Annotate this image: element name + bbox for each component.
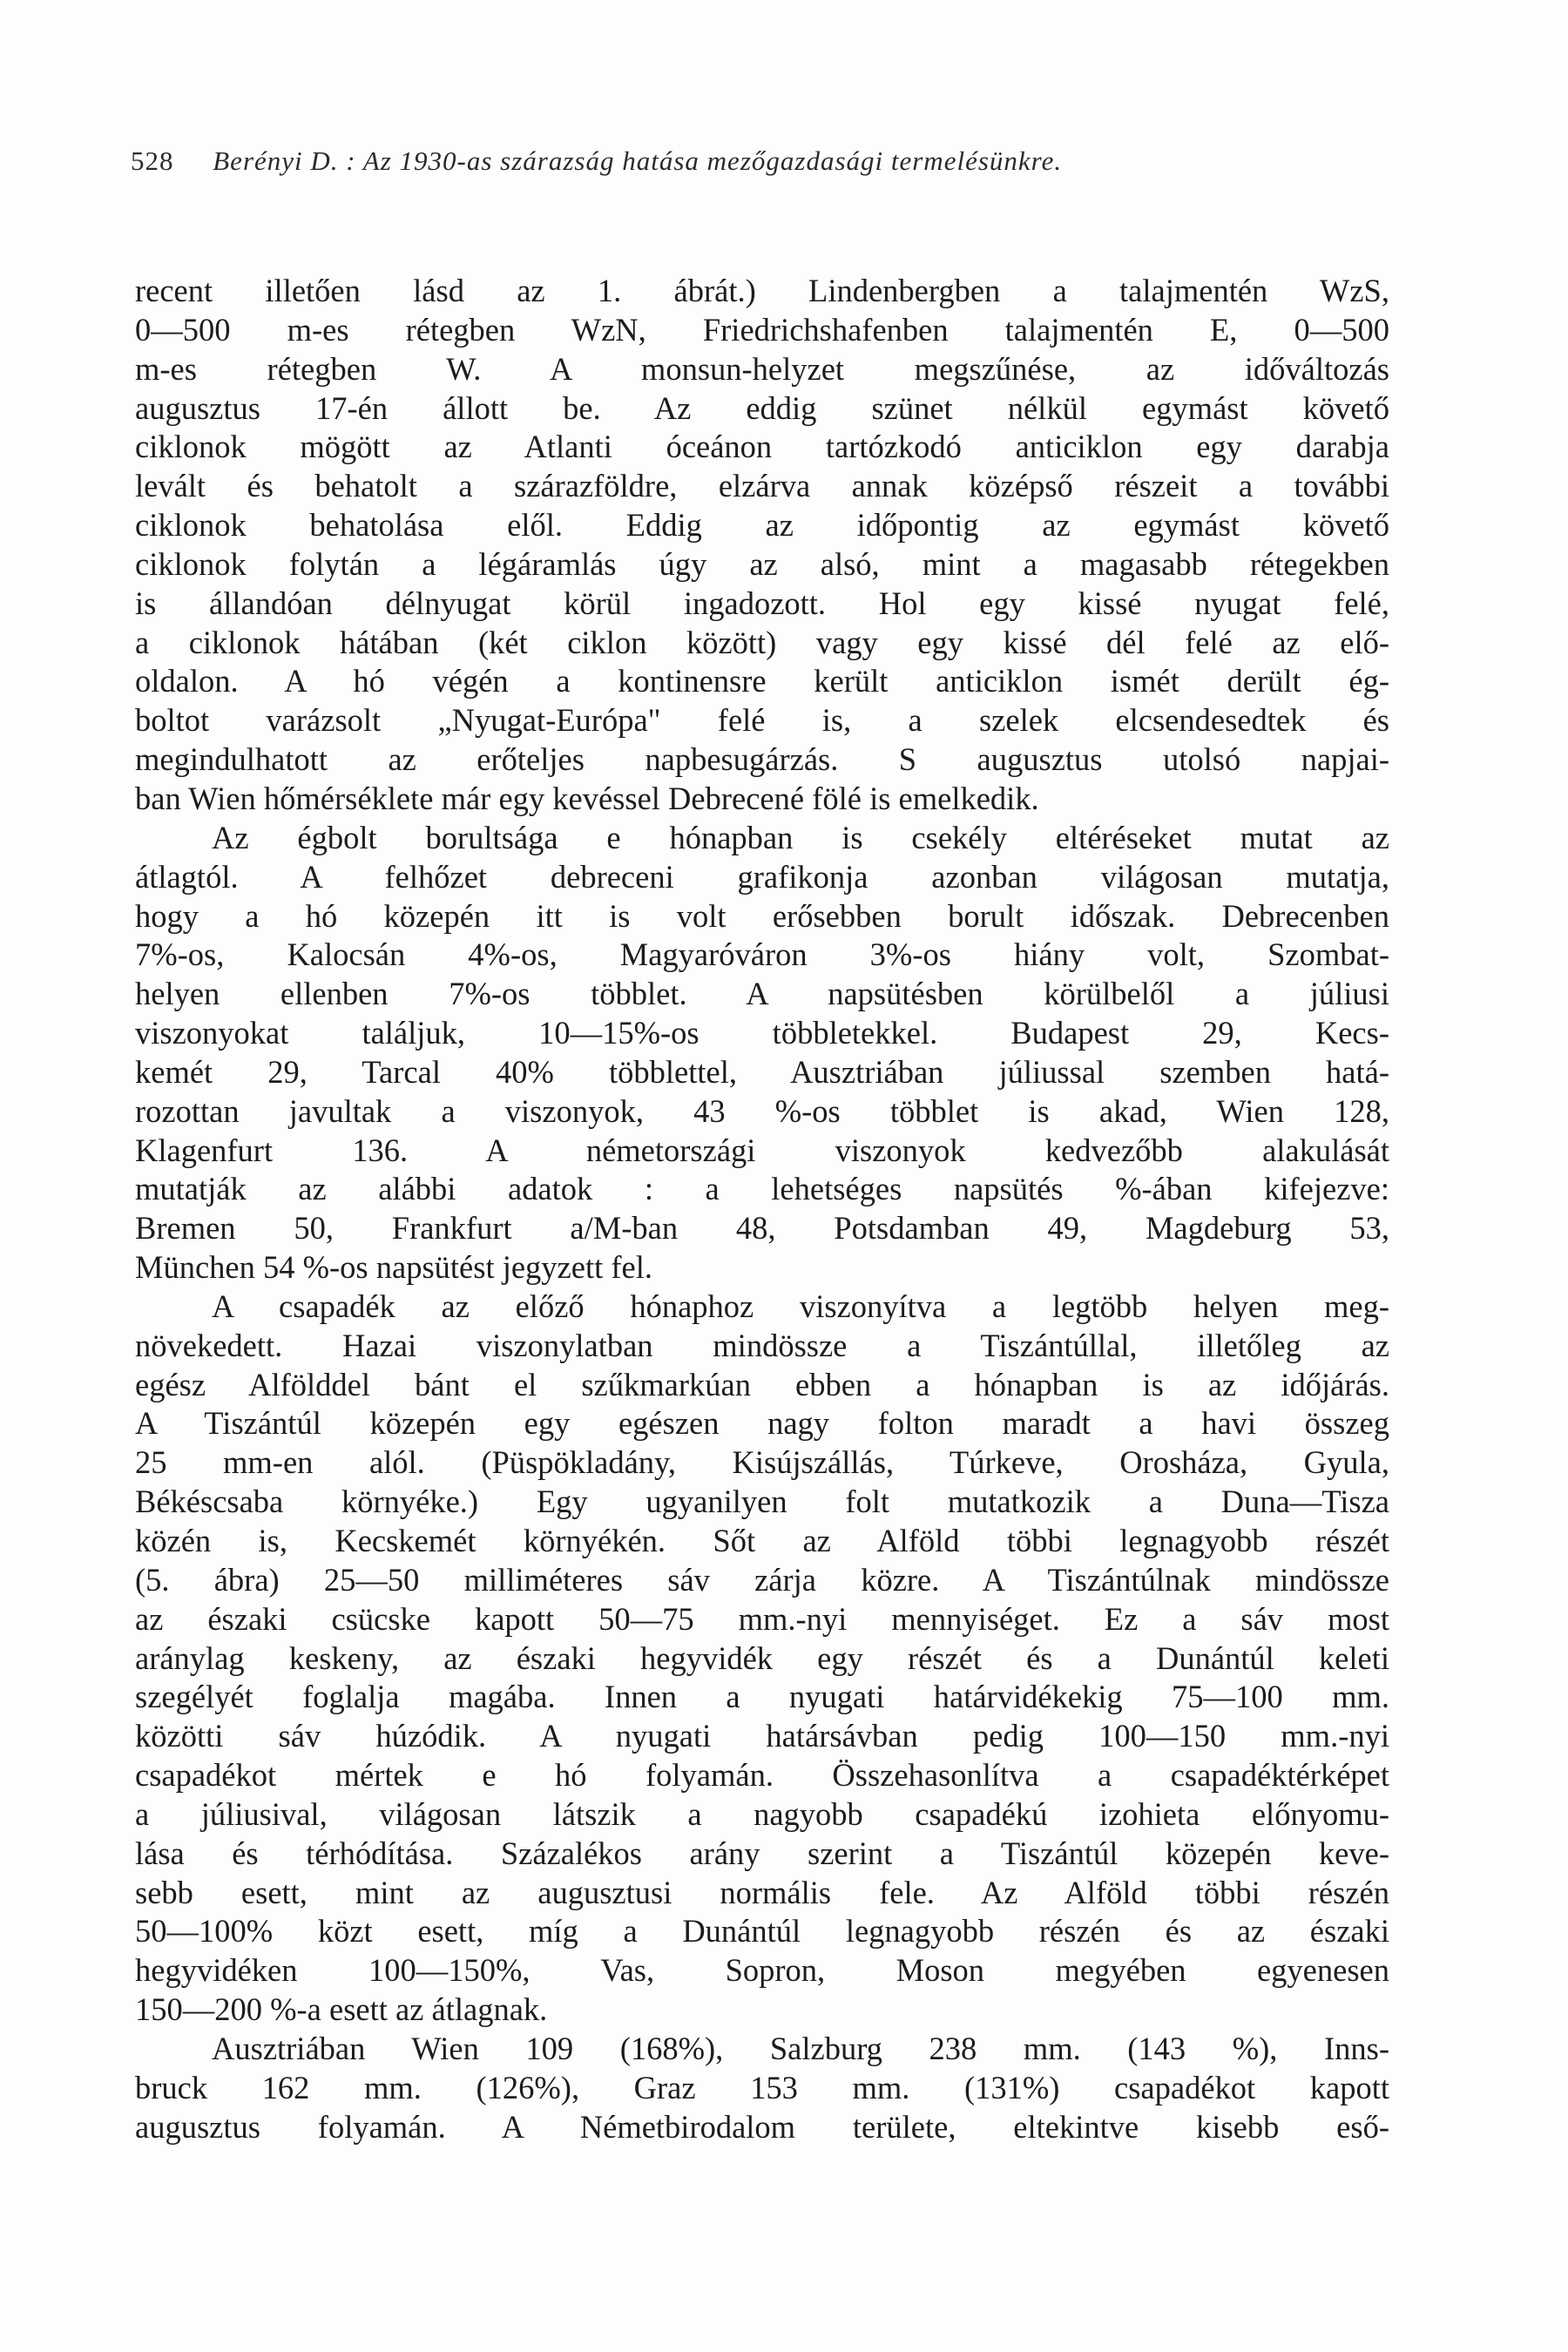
text-line: lása és térhódítása. Százalékos arány szerint a Tiszántúl közepén keve- (135, 1835, 1389, 1871)
text-line: csapadékot mértek e hó folyamán. Összehasonlítva a csapadéktérképet (135, 1757, 1389, 1794)
text-line: is állandóan délnyugat körül ingadozott. Hol egy kissé nyugat felé, (135, 585, 1389, 621)
text-line: egész Alfölddel bánt el szűkmarkúan ebben a hónapban is az időjárás. (135, 1366, 1389, 1402)
text-line: 50—100% közt esett, míg a Dunántúl legnagyobb részén és az északi (135, 1913, 1389, 1950)
text-line: Bremen 50, Frankfurt a/M-ban 48, Potsdamban 49, Magdeburg 53, (135, 1210, 1389, 1247)
text-line: augusztus folyamán. A Németbirodalom területe, eltekintve kisebb eső- (135, 2108, 1389, 2145)
text-line: mutatják az alábbi adatok : a lehetséges napsütés %-ában kifejezve: (135, 1171, 1389, 1207)
text-line: hogy a hó közepén itt is volt erősebben borult időszak. Debrecenben (135, 897, 1389, 934)
text-line: m-es rétegben W. A monsun-helyzet megszűnése, az időváltozás (135, 350, 1389, 387)
text-line: helyen ellenben 7%-os többlet. A napsütésben körülbelől a júliusi (135, 976, 1389, 1012)
text-line: oldalon. A hó végén a kontinensre került anticiklon ismét derült ég- (135, 663, 1389, 700)
text-line: boltot varázsolt „Nyugat-Európa" felé is, a szelek elcsendesedtek és (135, 702, 1389, 739)
text-line: ciklonok folytán a légáramlás úgy az alsó, mint a magasabb rétegekben (135, 545, 1389, 582)
text-line: 7%-os, Kalocsán 4%-os, Magyaróváron 3%-os hiány volt, Szombat- (135, 936, 1389, 973)
text-line: rozottan javultak a viszonyok, 43 %-os többlet is akad, Wien 128, (135, 1092, 1389, 1129)
text-line: A Tiszántúl közepén egy egészen nagy folton maradt a havi összeg (135, 1405, 1389, 1442)
text-line: szegélyét foglalja magába. Innen a nyugati határvidékekig 75—100 mm. (135, 1679, 1389, 1715)
text-line: közötti sáv húzódik. A nyugati határsávban pedig 100—150 mm.-nyi (135, 1718, 1389, 1754)
text-line: kemét 29, Tarcal 40% többlettel, Ausztriában júliussal szemben hatá- (135, 1053, 1389, 1090)
text-line: Békéscsaba környéke.) Egy ugyanilyen folt mutatkozik a Duna—Tisza (135, 1484, 1389, 1520)
text-line: az északi csücske kapott 50—75 mm.-nyi mennyiséget. Ez a sáv most (135, 1600, 1389, 1637)
text-line: közén is, Kecskemét környékén. Sőt az Alföld többi legnagyobb részét (135, 1523, 1389, 1558)
text-line: viszonyokat találjuk, 10—15%-os többletekkel. Budapest 29, Kecs- (135, 1015, 1389, 1051)
text-line: növekedett. Hazai viszonylatban mindössze a Tiszántúllal, illetőleg az (135, 1327, 1389, 1363)
text-line: 0—500 m-es rétegben WzN, Friedrichshafenben talajmentén E, 0—500 (135, 311, 1389, 348)
text-line: aránylag keskeny, az északi hegyvidék egy részét és a Dunántúl keleti (135, 1639, 1389, 1676)
text-line: hegyvidéken 100—150%, Vas, Sopron, Moson megyében egyenesen (135, 1952, 1389, 1989)
text-line: recent illetően lásd az 1. ábrát.) Lindenbergben a talajmentén WzS, (135, 273, 1389, 308)
text-line: átlagtól. A felhőzet debreceni grafikonja azonban világosan mutatja, (135, 858, 1389, 895)
text-line: A csapadék az előző hónaphoz viszonyítva a legtöbb helyen meg- (212, 1288, 1389, 1324)
body-text (135, 272, 1389, 2147)
running-title: Berényi D. : Az 1930-as szárazság hatása mezőgazdasági termelésünkre. (213, 145, 1063, 176)
running-header (131, 144, 1437, 179)
page-number: 528 (131, 145, 174, 176)
text-line: levált és behatolt a szárazföldre, elzárva annak középső részeit a további (135, 468, 1389, 504)
text-line: München 54 %-os napsütést jegyzett fel. (135, 1249, 652, 1286)
text-line: a ciklonok hátában (két ciklon között) vagy egy kissé dél felé az elő- (135, 624, 1389, 660)
text-line: a júliusival, világosan látszik a nagyobb csapadékú izohieta előnyomu- (135, 1795, 1389, 1832)
text-line: ciklonok behatolása elől. Eddig az időpontig az egymást követő (135, 507, 1389, 544)
text-line: 25 mm-en alól. (Püspökladány, Kisújszállás, Túrkeve, Orosháza, Gyula, (135, 1444, 1389, 1481)
text-line: sebb esett, mint az augusztusi normális fele. Az Alföld többi részén (135, 1874, 1389, 1910)
text-line: Klagenfurt 136. A németországi viszonyok kedvezőbb alakulását (135, 1132, 1389, 1168)
text-line: megindulhatott az erőteljes napbesugárzás. S augusztus utolsó napjai- (135, 741, 1389, 778)
text-line: ban Wien hőmérséklete már egy kevéssel Debrecené fölé is emelkedik. (135, 780, 1039, 816)
text-line: 150—200 %-a esett az átlagnak. (135, 1991, 548, 2028)
text-line: (5. ábra) 25—50 milliméteres sáv zárja közre. A Tiszántúlnak mindössze (135, 1561, 1389, 1598)
text-line: bruck 162 mm. (126%), Graz 153 mm. (131%) csapadékot kapott (135, 2069, 1389, 2105)
text-line: Az égbolt borultsága e hónapban is csekély eltéréseket mutat az (212, 819, 1389, 855)
text-line: augusztus 17-én állott be. Az eddig szünet nélkül egymást követő (135, 389, 1389, 426)
text-line: Ausztriában Wien 109 (168%), Salzburg 238 mm. (143 %), Inns- (212, 2030, 1389, 2066)
text-line: ciklonok mögött az Atlanti óceánon tartózkodó anticiklon egy darabja (135, 429, 1389, 465)
